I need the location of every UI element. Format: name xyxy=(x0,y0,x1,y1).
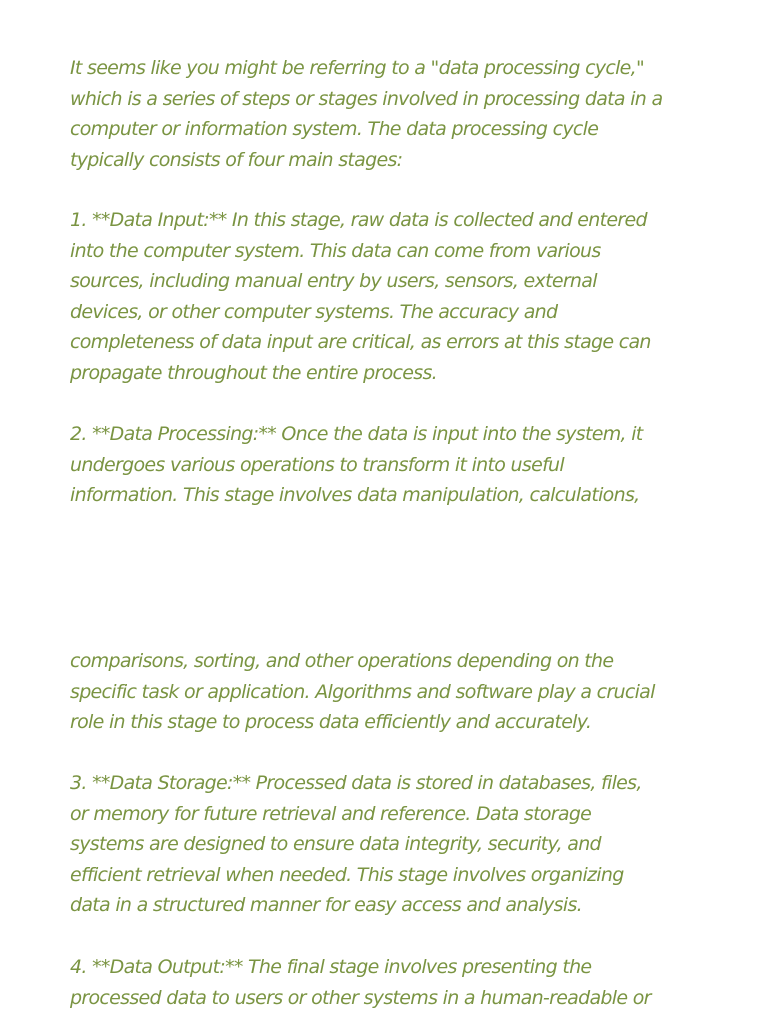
text-line: role in this stage to process data efficiently and accurately. xyxy=(70,711,592,734)
intro-paragraph xyxy=(70,53,662,175)
text-line: typically consists of four main stages: xyxy=(70,148,403,171)
text-line: into the computer system. This data can come from various xyxy=(70,239,601,262)
text-line: systems are designed to ensure data integrity, security, and xyxy=(70,833,601,856)
text-line: data in a structured manner for easy access and analysis. xyxy=(70,894,582,917)
text-line: 2. **Data Processing:** Once the data is input into the system, it xyxy=(70,423,643,445)
text-line: comparisons, sorting, and other operations depending on the xyxy=(70,650,614,672)
text-line: information. This stage involves data manipulation, calculations, xyxy=(70,484,640,507)
text-line: processed data to users or other systems in a human-readable or xyxy=(70,986,651,1009)
stage-2-paragraph-part-1 xyxy=(70,419,643,511)
text-line: propagate throughout the entire process. xyxy=(70,361,438,384)
text-line: 4. **Data Output:** The final stage involves presenting the xyxy=(70,956,592,978)
text-line: specific task or application. Algorithms and software play a crucial xyxy=(70,680,655,703)
stage-2-paragraph-part-2 xyxy=(70,646,655,738)
text-line: completeness of data input are critical, as errors at this stage can xyxy=(70,331,651,354)
stage-1-paragraph xyxy=(70,205,651,389)
stage-3-paragraph xyxy=(70,768,642,921)
text-line: undergoes various operations to transform it into useful xyxy=(70,453,564,476)
text-line: 1. **Data Input:** In this stage, raw data is collected and entered xyxy=(70,209,647,231)
text-line: computer or information system. The data processing cycle xyxy=(70,118,599,141)
text-line: It seems like you might be referring to a "data processing cycle," xyxy=(70,57,645,79)
text-line: efficient retrieval when needed. This stage involves organizing xyxy=(70,863,624,886)
stage-4-paragraph xyxy=(70,952,651,1013)
text-line: which is a series of steps or stages involved in processing data in a xyxy=(70,87,663,110)
text-line: sources, including manual entry by users, sensors, external xyxy=(70,270,597,293)
text-line: 3. **Data Storage:** Processed data is stored in databases, files, xyxy=(70,772,642,794)
text-line: devices, or other computer systems. The accuracy and xyxy=(70,300,558,323)
text-line: or memory for future retrieval and reference. Data storage xyxy=(70,802,592,825)
